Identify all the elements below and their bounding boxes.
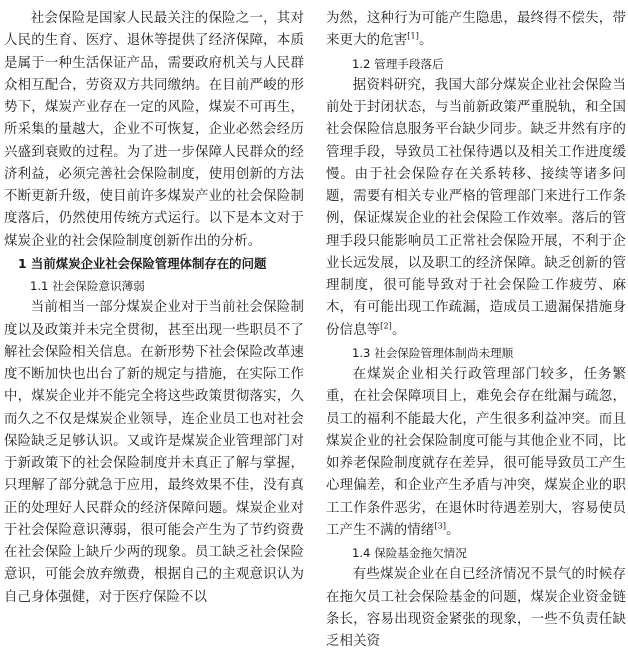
- left-column: [4, 8, 304, 609]
- subsection-1-4-heading: 1.4 保险基金拖欠情况: [352, 546, 467, 560]
- subsection-1-3-paragraph: [326, 364, 626, 542]
- citation-ref: [3]: [434, 521, 447, 531]
- subsection-1-2-paragraph: [326, 75, 626, 342]
- subsection-1-1-heading: 1.1 社会保险意识薄弱: [30, 279, 145, 293]
- right-column: [326, 8, 626, 653]
- paragraph-end: 。: [391, 322, 406, 338]
- subsection-1-3-heading: 1.3 社会保险管理体制尚未理顺: [352, 345, 514, 360]
- paragraph-text: 据资料研究，我国大部分煤炭企业社会保险当前处于封闭状态，与当前新政策严重脱轨，和全国社会保险信息服务平台缺少同步。缺乏井然有序的管理手段，导致员工社保待遇以及相关工作进度缓慢。由于社会保险存在关系转移、接续等诸多问题，需要有相关专业严格的管理部门来进行工作条例，保证煤炭企业的社会保险工作效率。落后的管理手段只能影响员工正常社会保险开展，不利于企业长远发展，以及职工的经济保障。缺乏创新的管理制度，很可能导致对于社会保险工作疲劳、麻木，有可能出现工作疏漏，造成员工遗漏保措施身份信息等: [326, 77, 626, 338]
- subsection-1-4-paragraph: 有些煤炭企业在自已经济情况不景气的时候存在拖欠员工社会保险基金的问题，煤炭企业资金链条长，容易出现资金紧张的现象，一些不负责任缺乏相关资: [326, 567, 626, 649]
- paragraph-end: 。: [419, 33, 433, 49]
- paragraph-text: 为然，这种行为可能产生隐患，最终得不偿失，带来更大的危害: [326, 11, 626, 49]
- section-1-heading: 1 当前煤炭企业社会保险管理体制存在的问题: [18, 255, 267, 271]
- continued-paragraph: [326, 8, 626, 53]
- citation-ref: [1]: [407, 31, 420, 41]
- intro-paragraph: 社会保险是国家人民最关注的保险之一，其对人民的生育、医疗、退休等提供了经济保障，本质是属于一种生活保证产品，需要政府机关与人民群众相互配合，劳资双方共同缴纳。在目前严峻的形势下，煤炭产业存在一定的风险，煤炭不可再生，所采集的量越大，企业不可恢复，企业必然会经历兴盛到衰败的过程。为了进一步保障人民群众的经济利益，必须完善社会保险制度，使用创新的方法不断更新升级，使目前许多煤炭产业的社会保险制度落后，仍然使用传统方式运行。以下是本文对于煤炭企业的社会保险制度创新作出的分析。: [4, 11, 304, 249]
- subsection-1-1-paragraph: 当前相当一部分煤炭企业对于当前社会保险制度以及政策并未完全贯彻，甚至出现一些职员不了解社会保险相关信息。在新形势下社会保险改革速度不断加快也出台了新的规定与措施，在实际工作中，煤炭企业并不能完全将这些政策贯彻落实，久而久之不仅是煤炭企业领导，连企业员工也对社会保险缺乏足够认识。又或许是煤炭企业管理部门对于新政策下的社会保险制度并未真正了解与掌握，只理解了部分就急于应用，最终效果不佳，没有真正的处理好人民群众的经济保障问题。煤炭企业对于社会保险意识薄弱，很可能会产生为了节约资费在社会保险上缺斤少两的现象。员工缺乏社会保险意识，可能会放弃缴费，根据自己的主观意识认为自己身体强健，对于医疗保险不以: [4, 300, 304, 605]
- paragraph-end: 。: [446, 522, 460, 538]
- subsection-1-2-heading: 1.2 管理手段落后: [352, 56, 444, 71]
- citation-ref: [2]: [380, 321, 392, 331]
- paragraph-text: 在煤炭企业相关行政管理部门较多，任务繁重，在社会保障项目上，难免会存在纰漏与疏忽，员工的福利不能最大化，产生很多利益冲突。而且煤炭企业的社会保险制度可能与其他企业不同，比如养老保险制度就存在差异，很可能导致员工产生心理偏差，和企业产生矛盾与冲突，煤炭企业的职工工作条件恶劣，在退休时待遇差别大，容易使员工产生不满的情绪: [326, 367, 626, 538]
